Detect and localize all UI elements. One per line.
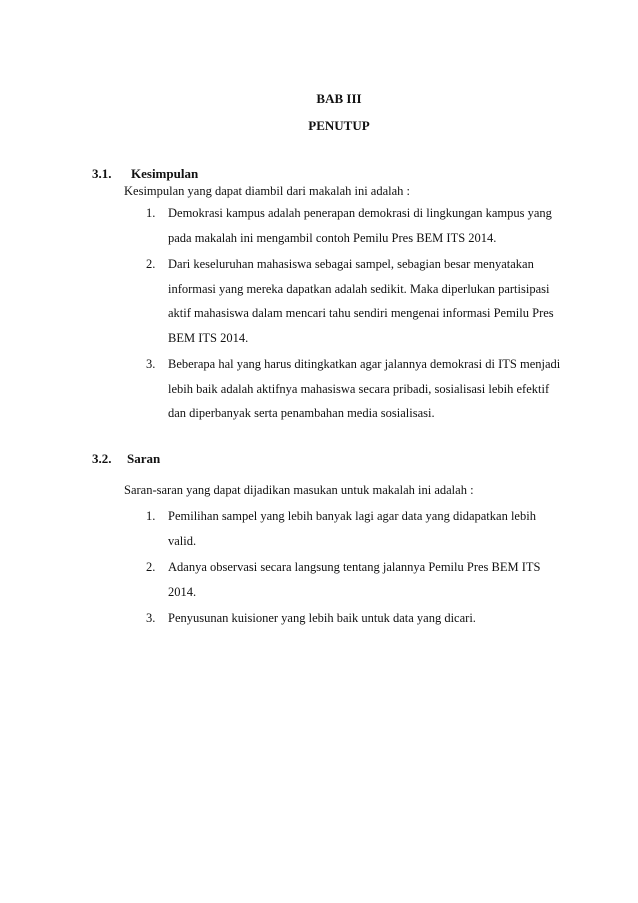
- list-item: [146, 504, 566, 553]
- list-item: [146, 606, 566, 631]
- section-number: 3.1.: [92, 166, 112, 181]
- section-title: Kesimpulan: [131, 166, 199, 181]
- saran-list: [146, 504, 566, 633]
- section-intro-saran: Saran-saran yang dapat dijadikan masukan untuk makalah ini adalah :: [124, 483, 474, 497]
- section-number: 3.2.: [92, 451, 112, 466]
- list-item: [146, 555, 566, 604]
- list-item-text: Adanya observasi secara langsung tentang jalannya Pemilu Pres BEM ITS 2014.: [168, 560, 541, 599]
- list-item-text: Penyusunan kuisioner yang lebih baik untuk data yang dicari.: [168, 611, 476, 625]
- list-item-text: Pemilihan sampel yang lebih banyak lagi agar data yang didapatkan lebih valid.: [168, 509, 536, 548]
- list-item: [146, 201, 566, 250]
- chapter-title: PENUTUP: [308, 118, 370, 133]
- list-item-text: Dari keseluruhan mahasiswa sebagai sampel, sebagian besar menyatakan informasi yang mereka dapatkan adalah sedikit. Maka diperlukan partisipasi aktif mahasiswa dalam mencari tahu sendiri mengenai informasi Pemilu Pres BEM ITS 2014.: [168, 257, 554, 345]
- list-marker: 2.: [146, 257, 156, 271]
- list-marker: 3.: [146, 357, 156, 371]
- list-item-text: Beberapa hal yang harus ditingkatkan agar jalannya demokrasi di ITS menjadi lebih baik adalah aktifnya mahasiswa secara pribadi, sosialisasi lebih efektif dan diperbanyak serta penambahan media sosialisasi.: [168, 357, 561, 420]
- list-marker: 1.: [146, 509, 156, 523]
- list-item-text: Demokrasi kampus adalah penerapan demokrasi di lingkungan kampus yang pada makalah ini mengambil contoh Pemilu Pres BEM ITS 2014.: [168, 206, 552, 245]
- section-intro-kesimpulan: Kesimpulan yang dapat diambil dari makalah ini adalah :: [124, 184, 411, 198]
- list-item: [146, 352, 566, 426]
- kesimpulan-list: [146, 201, 566, 428]
- list-marker: 3.: [146, 611, 156, 625]
- list-marker: 2.: [146, 560, 156, 574]
- list-item: [146, 252, 566, 350]
- chapter-number: BAB III: [316, 91, 362, 106]
- list-marker: 1.: [146, 206, 156, 220]
- section-title: Saran: [127, 451, 161, 466]
